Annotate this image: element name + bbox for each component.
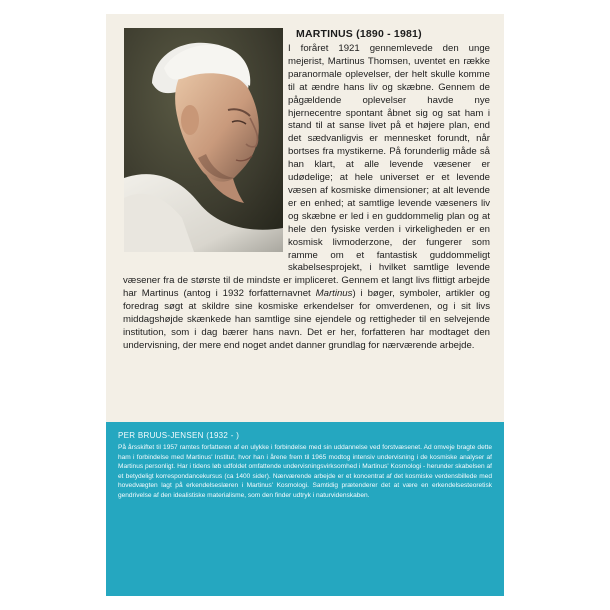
author-section [106,422,504,596]
biography-text [123,43,490,353]
biography-text-part: I foråret 1921 gennemlevede den unge mejerist, Martinus Thomsen, uventet en række paranormale oplevelser, der helt skulle komme til at ændre hans liv og skæbne. Gennem de pågældende oplevelser havde nye hjernecentre spontant åbnet sig og sat ham i stand til at sanse livet på et højere plan, end det sædvanligvis er mennesket forundt, når bortses fra mystikerne. På forunderlig måde så han klart, at alle levende væsener er udødelige; at hele universet er et levende væsen af kosmiske dimensioner; at alt levende er en enhed; at samtlige levende væseners liv og skæbne er led i en guddommelig plan og at hele den fysiske verden i virkeligheden er en kosmisk livmoderzone, der fungerer som ramme om et fantastisk guddommeligt skabelsesprojekt, i hvilket samtlige levende væsener fra de største til de mindste er impliceret. Gennem et langt livs flittigt arbejde har Martinus (antog i 1932 forfatternavnet [123,43,490,300]
biography-author-name: Martinus [315,288,353,300]
book-back-cover [106,14,504,596]
biography-text-part: ) i bøger, symboler, artikler og foredrag søgt at skildre sine kosmiske erkendelser for omverdenen, og i sit livs middagshøjde skænkede han samtlige sine ejendele og rettigheder til en selvejende institution, som i dag bærer hans navn. Det er her, forfatteren har modtaget den undervisning, der mere end noget andet danner grundlag for nærværende arbejde. [123,288,491,351]
biography-section [106,14,504,422]
author-text: På årsskiftet til 1957 ramtes forfatteren af en ulykke i forbindelse med sin uddannelse ved forstvæsenet. Ad omveje bragte dette ham i forbindelse med Martinus' Institut, hvor han i årene frem til 1965 modtog intensiv undervisning i de kosmiske analyser af Martinus personligt. Har i tidens løb udfoldet omfattende undervisningsvirksomhed i Martinus' Kosmologi - herunder skabelsen af et betydeligt korrespondancekursus (ca 1400 sider). Nærværende arbejde er et koncentrat af det kosmiske verdensbillede med hovedvægten lagt på erkendelseslæren i Martinus' Kosmologi. Samtidig prætenderer det at være en erkendelsesteoretisk gendrivelse af den idealistiske materialisme, som den finder udtryk i naturvidenskaben. [118,444,492,499]
biography-title: MARTINUS (1890 - 1981) [296,28,422,40]
author-title: PER BRUUS-JENSEN (1932 - ) [118,431,240,440]
